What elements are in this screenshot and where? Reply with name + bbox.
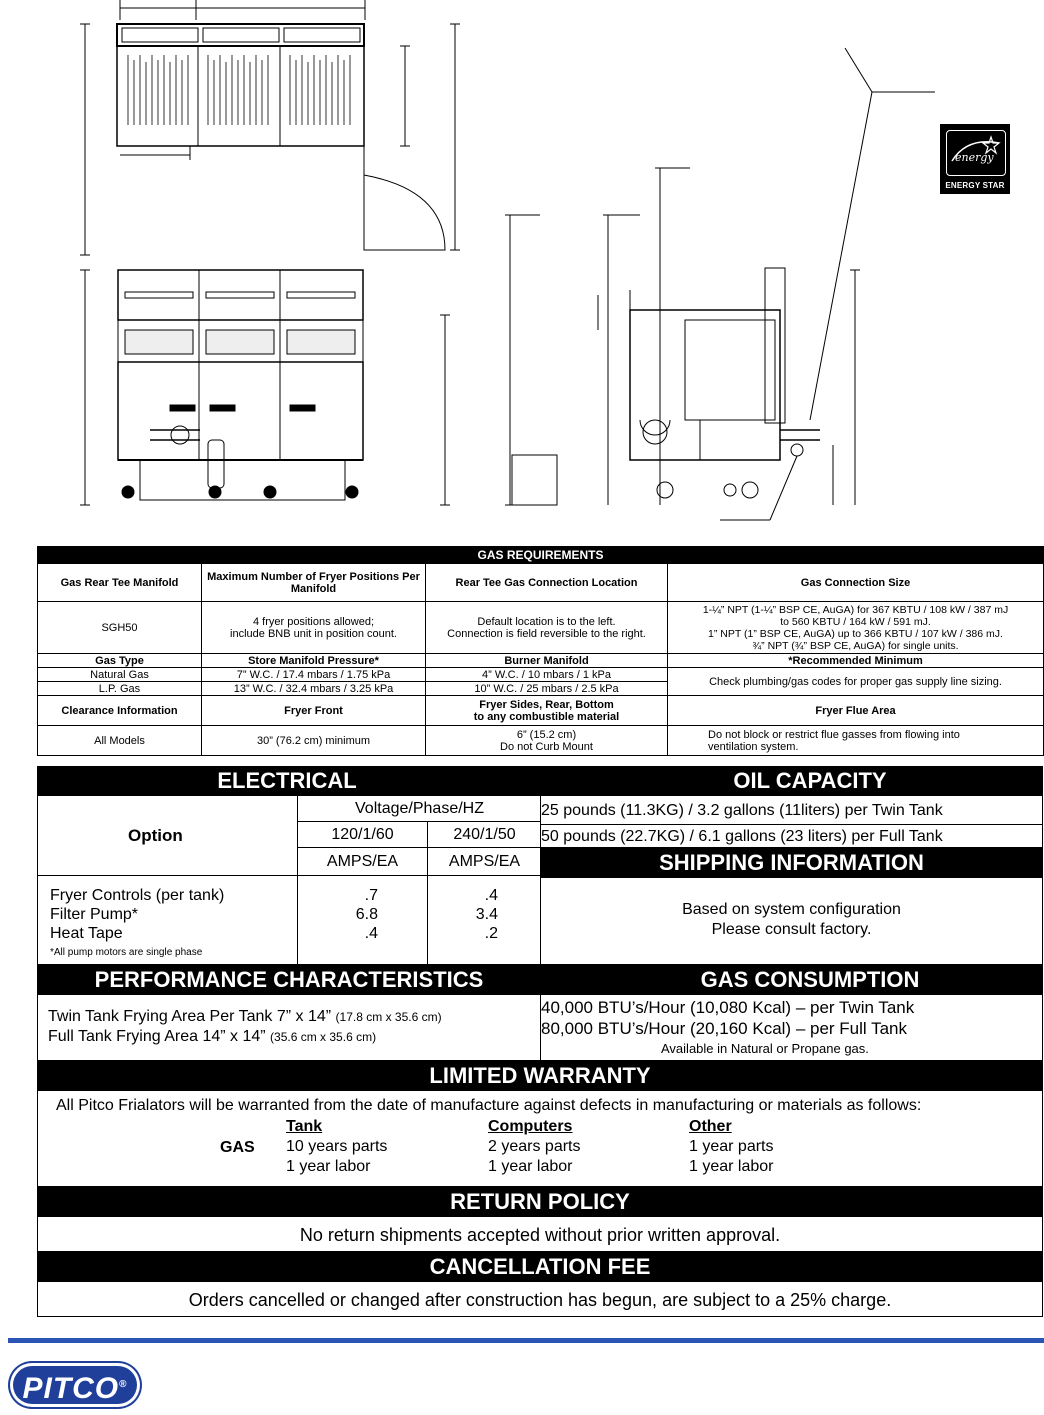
return-policy-text: No return shipments accepted without prior written approval. — [37, 1216, 1043, 1252]
cancellation-text: Orders cancelled or changed after construction has begun, are subject to a 25% charge. — [37, 1281, 1043, 1317]
technical-drawings — [0, 0, 1044, 540]
energy-star-script: energy — [955, 151, 994, 164]
header-fryer-sides: Fryer Sides, Rear, Bottom to any combustible material — [426, 696, 668, 726]
oil-capacity-full: 50 pounds (22.7KG) / 6.1 gallons (23 liters) per Full Tank — [541, 824, 1042, 849]
header-store-pressure: Store Manifold Pressure* — [202, 654, 426, 668]
pitco-logo — [10, 1363, 140, 1407]
gas-requirements-title: GAS REQUIREMENTS — [38, 547, 1044, 564]
oil-capacity-panel — [540, 795, 1043, 848]
warranty-intro: All Pitco Frialators will be warranted from the date of manufacture against defects in manufacturing or materials as follows: — [56, 1097, 922, 1114]
gas-availability: Available in Natural or Propane gas. — [661, 1041, 869, 1056]
performance-gas-header-bar — [37, 965, 1043, 994]
gas-type-lp: L.P. Gas — [38, 682, 202, 696]
fryer-front-view — [80, 270, 363, 505]
location-value: Default location is to the left. Connection is field reversible to the right. — [426, 602, 668, 654]
manifold-value: SGH50 — [38, 602, 202, 654]
burner-lp: 10” W.C. / 25 mbars / 2.5 kPa — [426, 682, 668, 696]
pump-footnote: *All pump motors are single phase — [50, 947, 203, 958]
clearance-models: All Models — [38, 726, 202, 756]
item-fryer-controls: Fryer Controls (per tank) — [50, 887, 225, 904]
gas-type-natural: Natural Gas — [38, 668, 202, 682]
return-policy-title: RETURN POLICY — [37, 1187, 1043, 1216]
header-size: Gas Connection Size — [668, 564, 1044, 602]
gas-consumption-twin: 40,000 BTU’s/Hour (10,080 Kcal) – per Twin Tank — [541, 998, 915, 1017]
volt-240: 240/1/50 — [428, 822, 541, 848]
option-label: Option — [128, 826, 183, 845]
brand-mark: ® — [119, 1379, 128, 1390]
amps-label-1: AMPS/EA — [298, 848, 428, 876]
header-flue-area: Fryer Flue Area — [668, 696, 1044, 726]
vph-label: Voltage/Phase/HZ — [298, 796, 541, 822]
header-gas-type: Gas Type — [38, 654, 202, 668]
gas-requirements-table — [37, 546, 1044, 756]
clearance-front: 30” (76.2 cm) minimum — [202, 726, 426, 756]
warranty-row-label: GAS — [220, 1139, 255, 1156]
header-manifold: Gas Rear Tee Manifold — [38, 564, 202, 602]
header-recommended: *Recommended Minimum — [668, 654, 1044, 668]
size-value: 1-¼” NPT (1-¼” BSP CE, AuGA) for 367 KBTU / 108 kW / 387 mJ to 560 KBTU / 164 kW / 591 mJ. 1” NPT (1” BSP CE, AuGA) up to 366 KBTU / 107 kW / 386 mJ. ¾” NPT (¾” BSP CE, AuGA) for single units. — [668, 602, 1044, 654]
warranty-col-tank: Tank 10 years parts 1 year labor — [286, 1118, 388, 1175]
clearance-flue: Do not block or restrict flue gasses from flowing into ventilation system. — [668, 726, 1044, 756]
energy-star-badge — [940, 124, 1010, 194]
warranty-title: LIMITED WARRANTY — [37, 1061, 1043, 1090]
store-pressure-lp: 13” W.C. / 32.4 mbars / 3.25 kPa — [202, 682, 426, 696]
electrical-items — [50, 886, 224, 943]
header-positions: Maximum Number of Fryer Positions Per Manifold — [202, 564, 426, 602]
header-location: Rear Tee Gas Connection Location — [426, 564, 668, 602]
performance-twin: Twin Tank Frying Area Per Tank 7” x 14” (17.8 cm x 35.6 cm) — [48, 1008, 442, 1025]
clearance-sides: 6” (15.2 cm) Do not Curb Mount — [426, 726, 668, 756]
gas-consumption-full: 80,000 BTU’s/Hour (20,160 Kcal) – per Full Tank — [541, 1019, 908, 1038]
oil-capacity-title: OIL CAPACITY — [733, 768, 887, 793]
performance-title: PERFORMANCE CHARACTERISTICS — [94, 967, 484, 992]
header-burner-manifold: Burner Manifold — [426, 654, 668, 668]
fryer-top-view — [80, 0, 460, 255]
item-filter-pump: Filter Pump* — [50, 906, 139, 923]
warranty-panel — [37, 1090, 1043, 1187]
recommended-note: Check plumbing/gas codes for proper gas supply line sizing. — [668, 668, 1044, 696]
brand-name: PITCO — [22, 1372, 120, 1405]
cancellation-title: CANCELLATION FEE — [37, 1252, 1043, 1281]
electrical-oil-header-bar — [37, 766, 1043, 795]
electrical-title: ELECTRICAL — [217, 768, 357, 793]
amps-label-2: AMPS/EA — [428, 848, 541, 876]
volt-120: 120/1/60 — [298, 822, 428, 848]
item-heat-tape: Heat Tape — [50, 925, 123, 942]
burner-natural: 4” W.C. / 10 mbars / 1 kPa — [426, 668, 668, 682]
gas-consumption-panel — [540, 994, 1043, 1061]
warranty-col-other: Other 1 year parts 1 year labor — [689, 1118, 774, 1175]
amps-col-120: .7 6.8 .4 — [355, 887, 378, 942]
shipping-line-1: Based on system configuration — [682, 901, 901, 918]
energy-star-icon — [946, 130, 1006, 176]
energy-star-label: ENERGY STAR — [945, 181, 1005, 190]
positions-value: 4 fryer positions allowed; include BNB unit in position count. — [202, 602, 426, 654]
performance-full: Full Tank Frying Area 14” x 14” (35.6 cm x 35.6 cm) — [48, 1028, 377, 1045]
performance-panel — [37, 994, 541, 1061]
warranty-col-computers: Computers 2 years parts 1 year labor — [488, 1118, 581, 1175]
header-clearance: Clearance Information — [38, 696, 202, 726]
oil-capacity-twin: 25 pounds (11.3KG) / 3.2 gallons (11liters) per Twin Tank — [541, 802, 943, 819]
electrical-panel — [37, 795, 541, 965]
gas-consumption-title: GAS CONSUMPTION — [700, 967, 920, 992]
store-pressure-natural: 7” W.C. / 17.4 mbars / 1.75 kPa — [202, 668, 426, 682]
shipping-line-2: Please consult factory. — [711, 921, 872, 938]
shipping-panel — [540, 877, 1043, 965]
shipping-title: SHIPPING INFORMATION — [540, 848, 1043, 877]
amps-col-240: .4 3.4 .2 — [475, 887, 498, 942]
footer-rule — [8, 1338, 1044, 1343]
header-fryer-front: Fryer Front — [202, 696, 426, 726]
fryer-side-view — [440, 48, 935, 520]
